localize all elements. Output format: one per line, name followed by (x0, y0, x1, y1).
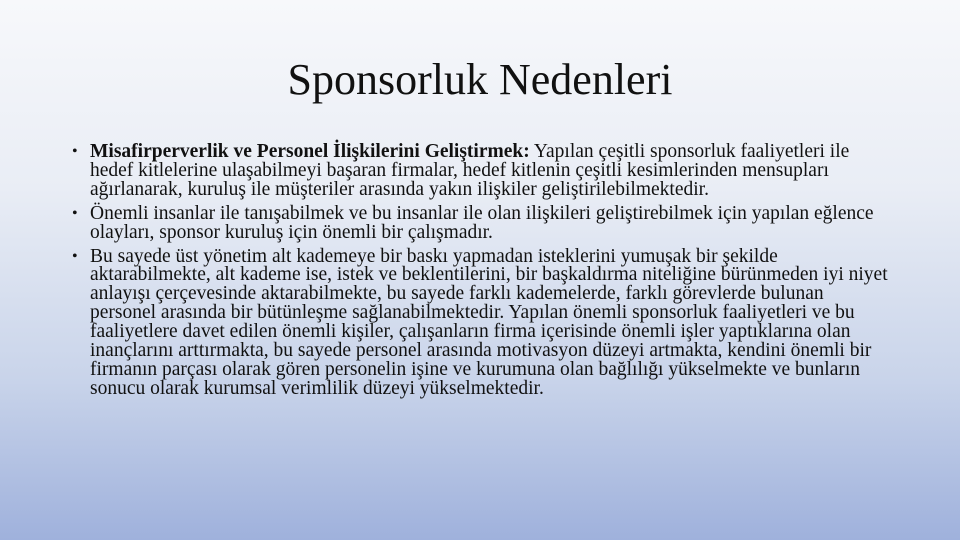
bullet-marker: • (72, 204, 78, 222)
bullet-marker: • (72, 143, 78, 160)
bullet-item-2 (72, 202, 892, 243)
bullet-text: Bu sayede üst yönetim alt kademeye bir baskı yapmadan isteklerini yumuşak bir şekilde aktarabilmekte, alt kademe ise, istek ve beklentilerini, bir başkaldırma niteliğine bürünmeden iyi niyet anlayışı çerçevesinde aktarabilmekte, bu sayede farklı kademelerde, farklı görevlerde bulunan personel arasında bir bütünleşme sağlanabilmektedir. Yapılan önemli sponsorluk faaliyetleri ve bu faaliyetlere davet edilen önemli kişiler, çalışanların firma içerisinde önemli işler yaptıklarına olan inançlarını arttırmakta, bu sayede personel arasında motivasyon düzeyi artmakta, kendini önemli bir firmanın parçası olarak gören personelin işine ve kurumuna olan bağlılığı yükselmekte ve bunların sonucu olarak kurumsal verimlilik düzeyi yükselmektedir. (90, 245, 888, 399)
bullet-text: Yapılan çeşitli sponsorluk faaliyetleri ile hedef kitlelerine ulaşabilmeyi başaran firmalar, hedef kitlenin çeşitli kesimlerinden mensupları ağırlanarak, kuruluş ile müşteriler arasında yakın ilişkiler geliştirilebilmektedir. (90, 141, 850, 200)
bullet-text: Önemli insanlar ile tanışabilmek ve bu insanlar ile olan ilişkileri geliştirebilmek için yapılan eğlence olayları, sponsor kuruluş için önemli bir çalışmadır. (90, 202, 874, 243)
bullet-marker: • (72, 247, 78, 265)
bullet-item-3 (72, 245, 892, 399)
slide-title: Sponsorluk Nedenleri (287, 55, 673, 104)
bullet-item-1 (72, 143, 892, 200)
bullet-list (72, 143, 892, 404)
bullet-lead-text: Misafirperverlik ve Personel İlişkilerini Geliştirmek: (90, 141, 530, 162)
